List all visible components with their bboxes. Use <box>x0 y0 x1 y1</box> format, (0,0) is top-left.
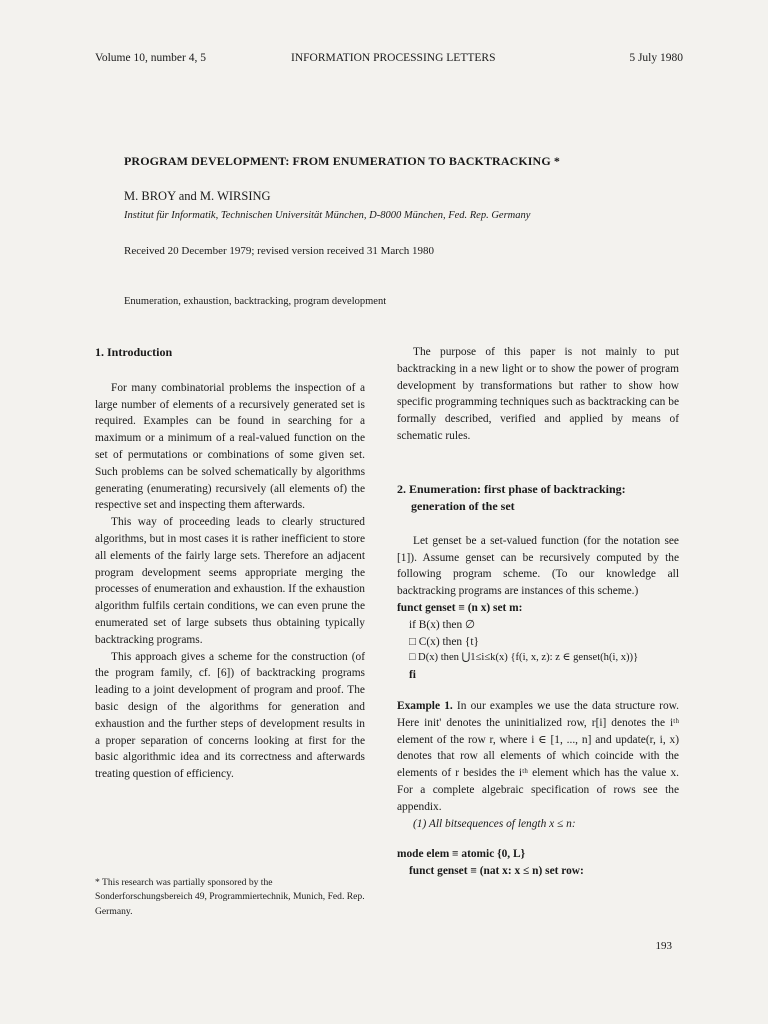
example-1 <box>397 698 679 816</box>
code-line-case-d: □ D(x) then ⋃1≤i≤k(x) {f(i, x, z): z ∈ genset(h(i, x))} <box>409 652 639 664</box>
left-column <box>95 344 365 783</box>
author-affiliation: Institut für Informatik, Technischen Universität München, D-8000 München, Fed. Rep. Germany <box>124 210 531 221</box>
intro-paragraph-3: This approach gives a scheme for the construction (of the program family, cf. [6]) of backtracking programs leading to a joint development of program and proof. The basic design of the algorithms for generation and exhaustion and the further steps of development results in a proper separation of concerns looking at first for the basic algorithmic idea and its correctness and afterwards treating question of efficiency. <box>95 650 365 781</box>
code-line-fi: fi <box>409 669 416 682</box>
code-line-funct-genset: funct genset ≡ (nat x: x ≤ n) set row: <box>409 865 584 878</box>
volume-info: Volume 10, number 4, 5 <box>95 52 206 64</box>
example-label: Example 1. <box>397 699 453 712</box>
received-dates: Received 20 December 1979; revised version received 31 March 1980 <box>124 245 435 257</box>
code-line-case-c: □ C(x) then {t} <box>409 635 480 648</box>
journal-name: INFORMATION PROCESSING LETTERS <box>291 52 496 64</box>
intro-paragraph-2: This way of proceeding leads to clearly structured algorithms, but in most cases it is rather inefficient to store all elements of the fairly large sets. Therefore an adjacent program development seems appropriate merging the processes of enumeration and exhaustion. If the exhaustion algorithm fulfils certain conditions, we can even prune the enumerated set of large subsets thus obtaining typically backtracking programs. <box>95 516 365 646</box>
program-scheme <box>397 600 679 684</box>
running-header <box>95 52 683 68</box>
intro-paragraph-1: For many combinatorial problems the inspection of a large number of elements of a recursively generated set is required. Examples can be found in searching for a maximum or a minimum of a real-valued function on the set of permutations or combinations of some given set. Such problems can be solved schematically by algorithms generating (enumerating) recursively (all elements of) the respective set and inspecting them afterwards. <box>95 381 365 512</box>
code-line-mode: mode elem ≡ atomic {0, L} <box>397 848 526 861</box>
keywords: Enumeration, exhaustion, backtracking, program development <box>124 296 387 307</box>
section-heading-introduction: 1. Introduction <box>95 345 173 359</box>
paper-title: PROGRAM DEVELOPMENT: FROM ENUMERATION TO BACKTRACKING * <box>124 154 560 168</box>
example-text: In our examples we use the data structure row. Here init' denotes the uninitialized row, r[i] denotes the iᵗʰ element of the row r, where i ∈ [1, ..., n] and update(r, i, x) denotes that row all elements of which coincide with the elements of r besides the iᵗʰ element which has the value x. For a complete algebraic specification of rows see the appendix. <box>397 699 679 813</box>
code-line-funct: funct genset ≡ (n x) set m: <box>397 601 523 614</box>
issue-date: 5 July 1980 <box>629 52 683 64</box>
purpose-paragraph: The purpose of this paper is not mainly to put backtracking in a new light or to show the power of program development by transformations but rather to show how specific programming techniques such as backtracking can be formally described, verified and applied by means of schematic rules. <box>397 346 679 442</box>
example-sub-item: (1) All bitsequences of length x ≤ n: <box>413 817 576 830</box>
section-heading-enumeration: 2. Enumeration: first phase of backtracking: generation of the set <box>397 481 626 513</box>
paper-authors: M. BROY and M. WIRSING <box>124 189 271 203</box>
genset-paragraph: Let genset be a set-valued function (for the notation see [1]). Assume genset can be recursively computed by the following program scheme. (To our knowledge all backtracking programs are instances of this scheme.) <box>397 534 679 598</box>
footnote: * This research was partially sponsored by the Sonderforschungsbereich 49, Programmiertechnik, Munich, Fed. Rep. Germany. <box>95 877 365 917</box>
code-line-if: if B(x) then ∅ <box>409 618 475 631</box>
right-column <box>397 344 679 880</box>
page-number: 193 <box>655 940 672 952</box>
example-code <box>397 846 679 880</box>
